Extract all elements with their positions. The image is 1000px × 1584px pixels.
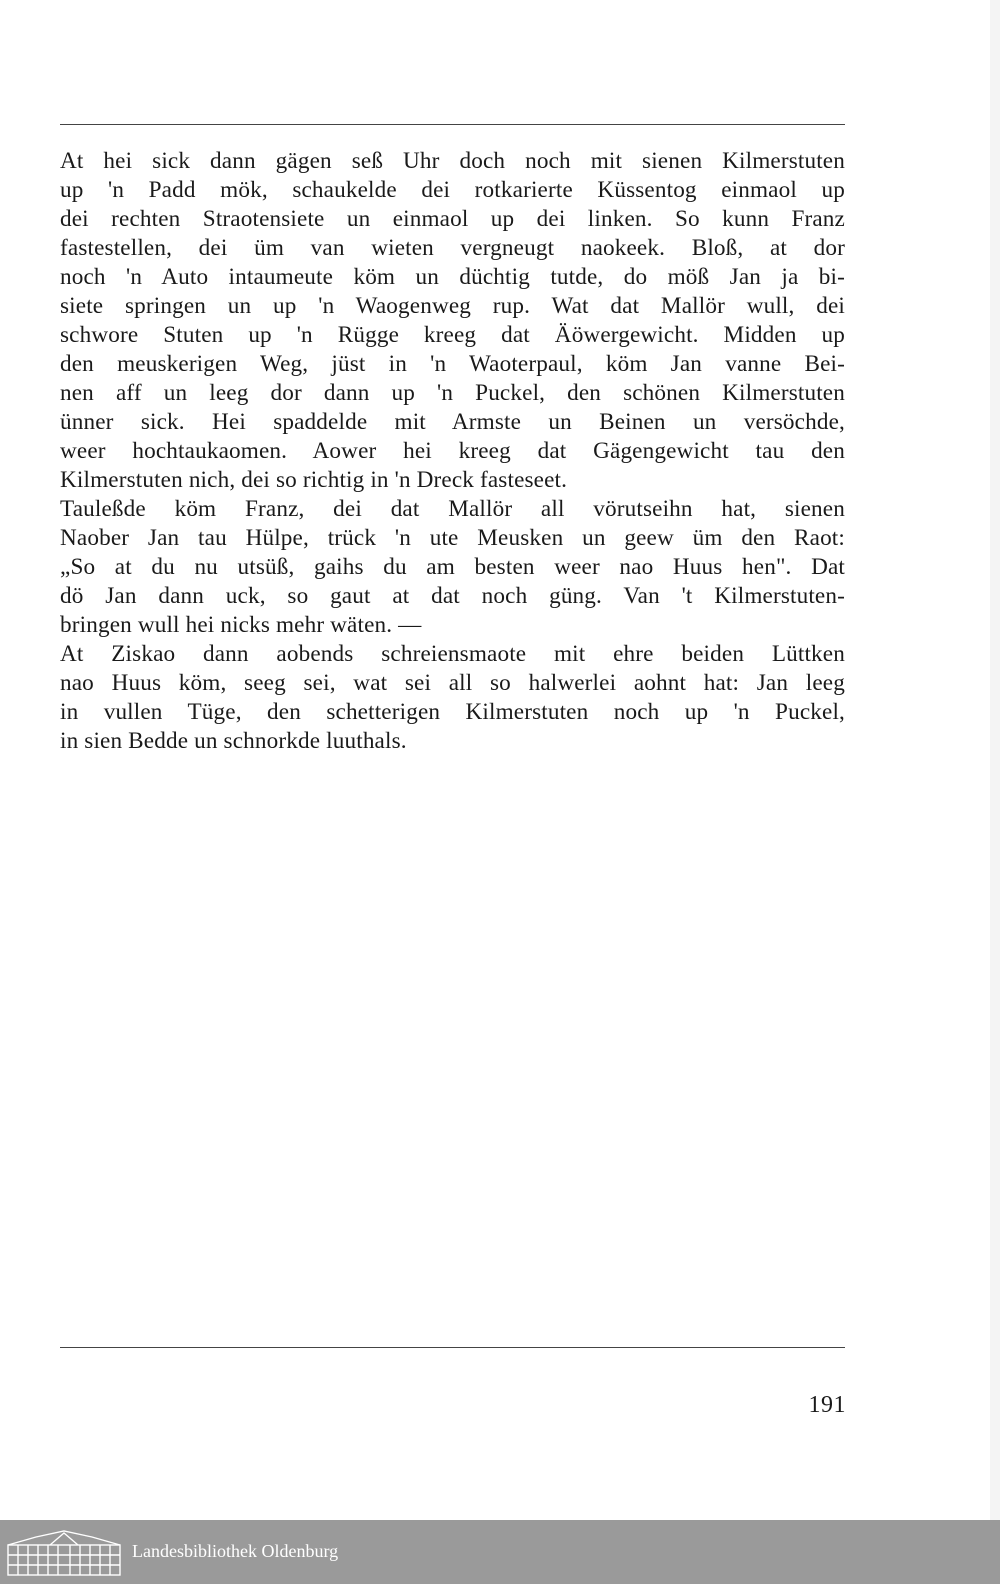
library-footer-bar [0, 1520, 1000, 1584]
text-line: Kilmerstuten nich, dei so richtig in 'n Dreck fasteseet. [60, 467, 568, 493]
text-line: At hei sick dann gägen seß Uhr doch noch mit sienen Kilmerstuten [60, 148, 845, 174]
text-line: up 'n Padd mök, schaukelde dei rotkarierte Küssentog einmaol up [60, 177, 845, 203]
library-name: Landesbibliothek Oldenburg [132, 1541, 339, 1561]
text-line: ünner sick. Hei spaddelde mit Armste un Beinen un versöchde, [60, 409, 845, 435]
text-line: in vullen Tüge, den schetterigen Kilmerstuten noch up 'n Puckel, [60, 699, 845, 725]
text-line: noch 'n Auto intaumeute köm un düchtig tutde, do möß Jan ja bi- [60, 264, 845, 290]
text-line: siete springen un up 'n Waogenweg rup. Wat dat Mallör wull, dei [60, 293, 845, 319]
page-edge [990, 0, 1000, 1520]
page-number: 191 [808, 1392, 846, 1418]
text-line: in sien Bedde un schnorkde luuthals. [60, 728, 407, 754]
text-line: Tauleßde köm Franz, dei dat Mallör all vörutseihn hat, sienen [60, 496, 845, 522]
text-line: „So at du nu utsüß, gaihs du am besten weer nao Huus hen". Dat [60, 554, 845, 580]
text-line: nao Huus köm, seeg sei, wat sei all so halwerlei aohnt hat: Jan leeg [60, 670, 845, 696]
text-line: dö Jan dann uck, so gaut at dat noch güng. Van 't Kilmerstuten- [60, 583, 845, 609]
text-line: Naober Jan tau Hülpe, trück 'n ute Meusken un geew üm den Raot: [60, 525, 845, 551]
text-line: schwore Stuten up 'n Rügge kreeg dat Äöwergewicht. Midden up [60, 322, 845, 348]
text-line: fastestellen, dei üm van wieten vergneugt naokeek. Bloß, at dor [60, 235, 845, 261]
text-line: nen aff un leeg dor dann up 'n Puckel, den schönen Kilmerstuten [60, 380, 845, 406]
top-rule [60, 124, 845, 125]
text-line: At Ziskao dann aobends schreiensmaote mit ehre beiden Lüttken [60, 641, 845, 667]
text-line: bringen wull hei nicks mehr wäten. — [60, 612, 422, 638]
text-line: dei rechten Straotensiete un einmaol up dei linken. So kunn Franz [60, 206, 845, 232]
bottom-rule [60, 1347, 845, 1348]
body-text [60, 147, 845, 756]
text-line: weer hochtaukaomen. Aower hei kreeg dat Gägengewicht tau den [60, 438, 845, 464]
text-line: den meuskerigen Weg, jüst in 'n Waoterpaul, köm Jan vanne Bei- [60, 351, 845, 377]
library-building-icon [6, 1527, 122, 1577]
